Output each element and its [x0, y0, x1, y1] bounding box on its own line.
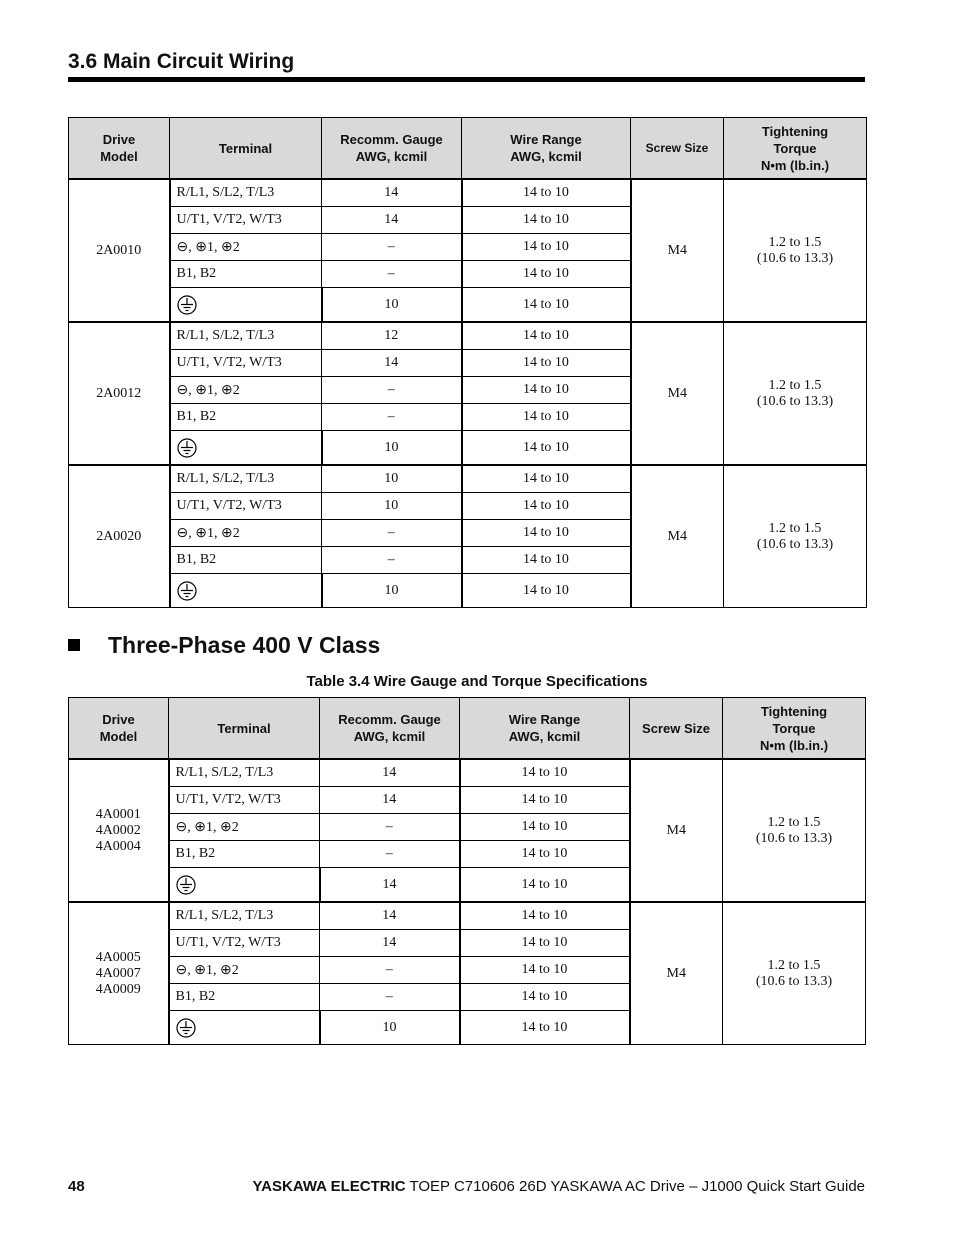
- torque-cell: 1.2 to 1.5 (10.6 to 13.3): [724, 179, 867, 322]
- drive-model-cell: [69, 179, 170, 322]
- wire-range-cell: 14 to 10: [462, 574, 631, 608]
- recomm-gauge-cell: 14: [322, 179, 462, 207]
- recomm-gauge-cell: –: [320, 841, 460, 868]
- drive-model-code: 4A0004: [95, 838, 141, 854]
- terminal-cell: R/L1, S/L2, T/L3: [169, 902, 320, 930]
- table-row: [69, 902, 866, 930]
- wire-range-cell: 14 to 10: [462, 493, 631, 520]
- recomm-gauge-cell: –: [322, 261, 462, 288]
- terminal-cell: U/T1, V/T2, W/T3: [170, 207, 322, 234]
- header-drive-model: Drive Model: [69, 118, 170, 180]
- drive-model-cell: [69, 465, 170, 608]
- page-number: 48: [68, 1178, 85, 1195]
- drive-group: [69, 759, 866, 902]
- terminal-cell: ⊖, ⊕1, ⊕2: [169, 957, 320, 984]
- terminal-cell: U/T1, V/T2, W/T3: [169, 787, 320, 814]
- terminal-cell-ground: [169, 868, 320, 903]
- terminal-cell: ⊖, ⊕1, ⊕2: [169, 814, 320, 841]
- recomm-gauge-cell: 14: [320, 759, 460, 787]
- header-terminal: Terminal: [169, 698, 320, 760]
- ground-icon: [176, 1018, 196, 1038]
- recomm-gauge-cell: –: [322, 377, 462, 404]
- wire-range-cell: 14 to 10: [460, 868, 630, 903]
- section-bullet-icon: [68, 639, 80, 651]
- drive-group: [69, 179, 867, 322]
- wire-range-cell: 14 to 10: [462, 179, 631, 207]
- recomm-gauge-cell: 10: [322, 431, 462, 466]
- header-recomm-gauge: Recomm. Gauge AWG, kcmil: [322, 118, 462, 180]
- wire-range-cell: 14 to 10: [462, 288, 631, 323]
- terminal-cell: ⊖, ⊕1, ⊕2: [170, 520, 322, 547]
- wire-range-cell: 14 to 10: [462, 465, 631, 493]
- ground-icon: [177, 581, 197, 601]
- wire-gauge-table-200v: [68, 117, 867, 608]
- recomm-gauge-cell: 14: [320, 868, 460, 903]
- drive-model-code: 2A0020: [96, 528, 142, 544]
- wire-range-cell: 14 to 10: [460, 902, 630, 930]
- header-tightening-torque: Tightening Torque N•m (lb.in.): [724, 118, 867, 180]
- wire-range-cell: 14 to 10: [462, 431, 631, 466]
- wire-range-cell: 14 to 10: [460, 957, 630, 984]
- wire-range-cell: 14 to 10: [462, 234, 631, 261]
- terminal-cell: R/L1, S/L2, T/L3: [170, 322, 322, 350]
- terminal-cell-ground: [170, 574, 322, 608]
- table-header-row: [69, 118, 867, 180]
- section-heading: 3.6 Main Circuit Wiring: [68, 50, 295, 73]
- wire-range-cell: 14 to 10: [460, 759, 630, 787]
- recomm-gauge-cell: 14: [320, 930, 460, 957]
- drive-model-code: 4A0005: [95, 949, 141, 965]
- screw-size-cell: M4: [630, 759, 723, 902]
- wire-range-cell: 14 to 10: [462, 207, 631, 234]
- screw-size-cell: M4: [630, 902, 723, 1045]
- screw-size-cell: M4: [631, 179, 724, 322]
- terminal-cell: B1, B2: [170, 547, 322, 574]
- drive-model-code: 2A0012: [96, 385, 142, 401]
- wire-range-cell: 14 to 10: [462, 520, 631, 547]
- recomm-gauge-cell: 10: [322, 493, 462, 520]
- table-row: [69, 179, 867, 207]
- terminal-cell: R/L1, S/L2, T/L3: [170, 179, 322, 207]
- footer-text: YASKAWA ELECTRIC TOEP C710606 26D YASKAWA AC Drive – J1000 Quick Start Guide: [252, 1178, 865, 1195]
- recomm-gauge-cell: –: [320, 814, 460, 841]
- torque-cell: 1.2 to 1.5 (10.6 to 13.3): [723, 759, 866, 902]
- drive-model-cell: [69, 322, 170, 465]
- terminal-cell: U/T1, V/T2, W/T3: [169, 930, 320, 957]
- wire-range-cell: 14 to 10: [460, 1011, 630, 1045]
- terminal-cell: R/L1, S/L2, T/L3: [170, 465, 322, 493]
- table-row: [69, 322, 867, 350]
- header-wire-range: Wire Range AWG, kcmil: [462, 118, 631, 180]
- terminal-cell-ground: [170, 431, 322, 466]
- drive-model-cell: [69, 759, 169, 902]
- wire-range-cell: 14 to 10: [462, 377, 631, 404]
- wire-range-cell: 14 to 10: [462, 322, 631, 350]
- header-drive-model: Drive Model: [69, 698, 169, 760]
- wire-range-cell: 14 to 10: [462, 350, 631, 377]
- torque-cell: 1.2 to 1.5 (10.6 to 13.3): [724, 322, 867, 465]
- wire-range-cell: 14 to 10: [462, 404, 631, 431]
- recomm-gauge-cell: 10: [320, 1011, 460, 1045]
- header-wire-range: Wire Range AWG, kcmil: [460, 698, 630, 760]
- drive-model-code: 4A0009: [95, 981, 141, 997]
- ground-icon: [176, 875, 196, 895]
- recomm-gauge-cell: 10: [322, 574, 462, 608]
- drive-model-code: 4A0002: [95, 822, 141, 838]
- terminal-cell-ground: [169, 1011, 320, 1045]
- drive-model-code: 2A0010: [96, 242, 142, 258]
- terminal-cell: R/L1, S/L2, T/L3: [169, 759, 320, 787]
- drive-model-cell: [69, 902, 169, 1045]
- screw-size-cell: M4: [631, 322, 724, 465]
- terminal-cell: B1, B2: [170, 261, 322, 288]
- torque-cell: 1.2 to 1.5 (10.6 to 13.3): [723, 902, 866, 1045]
- torque-cell: 1.2 to 1.5 (10.6 to 13.3): [724, 465, 867, 608]
- header-screw-size: Screw Size: [631, 118, 724, 180]
- drive-model-code: 4A0007: [95, 965, 141, 981]
- heading-rule: [68, 77, 865, 82]
- wire-range-cell: 14 to 10: [460, 814, 630, 841]
- recomm-gauge-cell: 14: [322, 350, 462, 377]
- terminal-cell: U/T1, V/T2, W/T3: [170, 493, 322, 520]
- recomm-gauge-cell: –: [320, 957, 460, 984]
- recomm-gauge-cell: 10: [322, 465, 462, 493]
- wire-range-cell: 14 to 10: [462, 261, 631, 288]
- drive-group: [69, 465, 867, 608]
- drive-group: [69, 902, 866, 1045]
- table-header-row: [69, 698, 866, 760]
- terminal-cell: U/T1, V/T2, W/T3: [170, 350, 322, 377]
- recomm-gauge-cell: –: [322, 404, 462, 431]
- header-tightening-torque: Tightening Torque N•m (lb.in.): [723, 698, 866, 760]
- wire-range-cell: 14 to 10: [460, 930, 630, 957]
- wire-range-cell: 14 to 10: [460, 787, 630, 814]
- ground-icon: [177, 295, 197, 315]
- recomm-gauge-cell: 14: [322, 207, 462, 234]
- ground-icon: [177, 438, 197, 458]
- header-screw-size: Screw Size: [630, 698, 723, 760]
- recomm-gauge-cell: –: [322, 547, 462, 574]
- drive-model-code: 4A0001: [95, 806, 141, 822]
- header-terminal: Terminal: [170, 118, 322, 180]
- recomm-gauge-cell: 10: [322, 288, 462, 323]
- recomm-gauge-cell: 12: [322, 322, 462, 350]
- table-row: [69, 465, 867, 493]
- terminal-cell: B1, B2: [169, 841, 320, 868]
- terminal-cell: B1, B2: [170, 404, 322, 431]
- terminal-cell: ⊖, ⊕1, ⊕2: [170, 234, 322, 261]
- wire-range-cell: 14 to 10: [460, 841, 630, 868]
- table-caption: Table 3.4 Wire Gauge and Torque Specifications: [306, 673, 648, 690]
- terminal-cell: ⊖, ⊕1, ⊕2: [170, 377, 322, 404]
- table-row: [69, 759, 866, 787]
- wire-range-cell: 14 to 10: [460, 984, 630, 1011]
- screw-size-cell: M4: [631, 465, 724, 608]
- recomm-gauge-cell: 14: [320, 787, 460, 814]
- wire-range-cell: 14 to 10: [462, 547, 631, 574]
- recomm-gauge-cell: –: [320, 984, 460, 1011]
- recomm-gauge-cell: –: [322, 234, 462, 261]
- recomm-gauge-cell: 14: [320, 902, 460, 930]
- drive-group: [69, 322, 867, 465]
- subsection-title: Three-Phase 400 V Class: [68, 632, 380, 659]
- terminal-cell: B1, B2: [169, 984, 320, 1011]
- recomm-gauge-cell: –: [322, 520, 462, 547]
- header-recomm-gauge: Recomm. Gauge AWG, kcmil: [320, 698, 460, 760]
- terminal-cell-ground: [170, 288, 322, 323]
- wire-gauge-table-400v: [68, 697, 866, 1045]
